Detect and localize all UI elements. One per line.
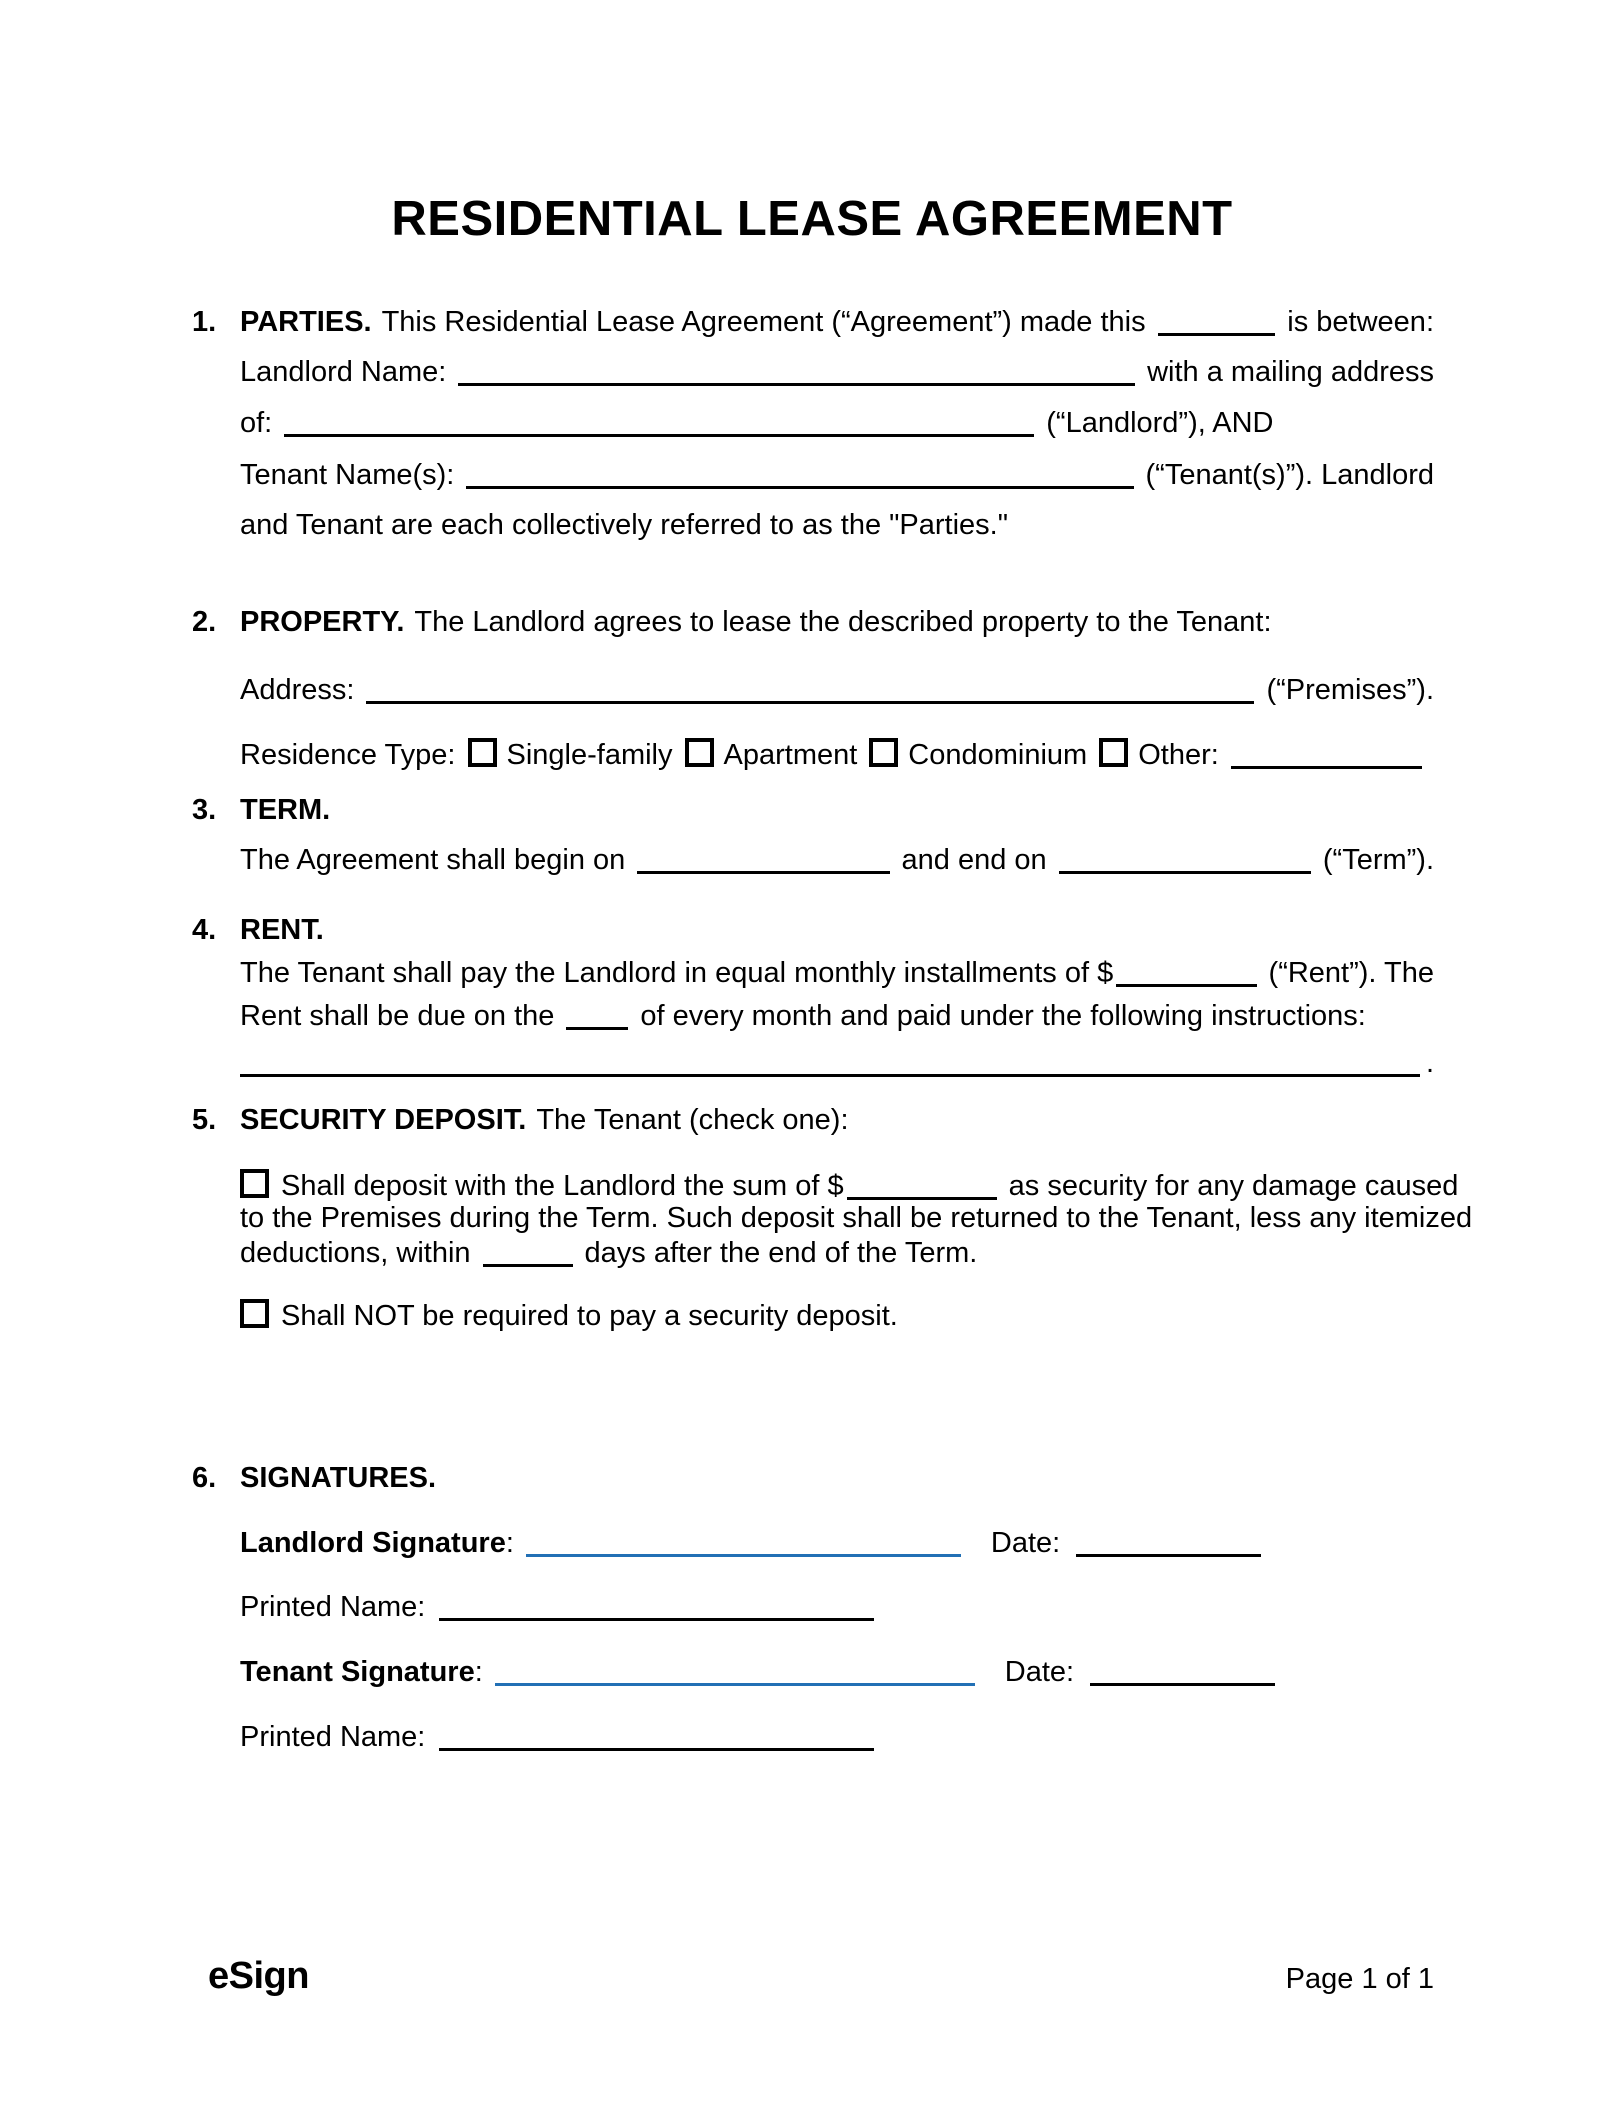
apartment-label: Apartment xyxy=(723,739,858,771)
tenant-date-label: Date: xyxy=(1004,1656,1075,1688)
term-body-line xyxy=(240,835,1434,886)
landlord-date-label: Date: xyxy=(990,1527,1061,1559)
rent-due-text: Rent shall be due on the xyxy=(240,1000,555,1032)
landlord-printed-name-row xyxy=(240,1582,1434,1633)
security-intro-text: The Tenant (check one): xyxy=(536,1104,849,1136)
label-colon: : xyxy=(474,1656,483,1688)
deposit-deductions-text: deductions, within xyxy=(240,1237,471,1269)
deposit-return-text: to the Premises during the Term. Such deposit shall be returned to the Tenant, less any itemized xyxy=(240,1202,1473,1234)
document-title: RESIDENTIAL LEASE AGREEMENT xyxy=(391,192,1233,246)
condominium-label: Condominium xyxy=(908,739,1088,771)
rent-due-after: of every month and paid under the following instructions: xyxy=(640,1000,1366,1032)
term-begin-text: The Agreement shall begin on xyxy=(240,844,626,876)
landlord-signature-line[interactable] xyxy=(526,1544,961,1557)
tenant-name-after: (“Tenant(s)”). Landlord xyxy=(1145,459,1434,491)
section-number: 1. xyxy=(192,306,217,338)
section-number: 2. xyxy=(192,606,217,638)
tenant-date-blank[interactable] xyxy=(1090,1673,1275,1686)
tenant-printed-name-label: Printed Name: xyxy=(240,1721,426,1753)
esign-logo: eSign xyxy=(208,1955,309,1997)
section-number: 5. xyxy=(192,1104,217,1136)
landlord-name-blank[interactable] xyxy=(458,373,1135,386)
deposit-days-blank[interactable] xyxy=(483,1254,573,1267)
landlord-signature-label: Landlord Signature xyxy=(240,1527,506,1559)
mailing-address-label: of: xyxy=(240,407,273,439)
parties-line-1 xyxy=(192,297,1434,348)
deposit-sum-text: Shall deposit with the Landlord the sum of $ xyxy=(281,1170,844,1202)
parties-line-4 xyxy=(240,450,1434,501)
tenant-signature-label: Tenant Signature xyxy=(240,1656,475,1688)
landlord-date-blank[interactable] xyxy=(1076,1544,1261,1557)
mailing-address-after: (“Landlord”), AND xyxy=(1046,407,1274,439)
rent-amount-after: (“Rent”). The xyxy=(1268,957,1434,989)
landlord-signature-line-row xyxy=(240,1518,1434,1569)
property-intro-text: The Landlord agrees to lease the described property to the Tenant: xyxy=(414,606,1272,638)
rent-line3-period: . xyxy=(1425,1047,1434,1079)
single-family-label: Single-family xyxy=(506,739,673,771)
security-option2-line xyxy=(240,1296,1434,1334)
condominium-checkbox[interactable] xyxy=(869,738,898,767)
mailing-address-blank[interactable] xyxy=(284,424,1034,437)
rent-line-2 xyxy=(240,991,1434,1042)
rent-heading: RENT. xyxy=(240,914,324,946)
tenant-printed-name-row xyxy=(240,1712,1434,1763)
term-heading-line xyxy=(192,785,1434,836)
residence-type-line xyxy=(240,730,1434,781)
address-blank[interactable] xyxy=(366,691,1254,704)
security-option1-line-2 xyxy=(240,1201,1473,1236)
signatures-heading-line xyxy=(192,1453,1434,1504)
deposit-amount-blank[interactable] xyxy=(847,1187,997,1200)
rent-amount-blank[interactable] xyxy=(1116,974,1256,987)
parties-line-5 xyxy=(240,500,1434,551)
other-label: Other: xyxy=(1138,739,1219,771)
landlord-name-label: Landlord Name: xyxy=(240,356,447,388)
agreement-date-blank[interactable] xyxy=(1158,323,1276,336)
rent-due-day-blank[interactable] xyxy=(566,1017,628,1030)
tenant-signature-line[interactable] xyxy=(495,1673,975,1686)
parties-intro-text: This Residential Lease Agreement (“Agreement”) made this xyxy=(381,306,1146,338)
parties-line-2 xyxy=(240,347,1434,398)
parties-heading: PARTIES. xyxy=(240,306,372,338)
property-heading-line xyxy=(192,597,1434,648)
property-address-line xyxy=(240,665,1434,716)
address-after: (“Premises”). xyxy=(1266,674,1434,706)
tenant-name-blank[interactable] xyxy=(466,476,1133,489)
no-deposit-text: Shall NOT be required to pay a security deposit. xyxy=(281,1300,898,1332)
single-family-checkbox[interactable] xyxy=(468,738,497,767)
tenant-printed-name-blank[interactable] xyxy=(439,1738,874,1751)
deposit-required-checkbox[interactable] xyxy=(240,1169,269,1198)
term-after-text: (“Term”). xyxy=(1322,844,1435,876)
landlord-name-after: with a mailing address xyxy=(1147,356,1434,388)
security-heading-line xyxy=(192,1095,1434,1146)
rent-line-3 xyxy=(240,1038,1434,1089)
apartment-checkbox[interactable] xyxy=(685,738,714,767)
tenant-signature-line-row xyxy=(240,1647,1434,1698)
section-number: 6. xyxy=(192,1462,217,1494)
deposit-deductions-after: days after the end of the Term. xyxy=(584,1237,978,1269)
parties-line-3 xyxy=(240,398,1434,449)
tenant-name-label: Tenant Name(s): xyxy=(240,459,455,491)
deposit-sum-after: as security for any damage caused xyxy=(1008,1170,1459,1202)
parties-intro-after: is between: xyxy=(1287,306,1434,338)
section-number: 4. xyxy=(192,914,217,946)
other-checkbox[interactable] xyxy=(1099,738,1128,767)
rent-amount-text: The Tenant shall pay the Landlord in equal monthly installments of $ xyxy=(240,957,1114,989)
signatures-heading: SIGNATURES. xyxy=(240,1462,437,1494)
address-label: Address: xyxy=(240,674,355,706)
term-start-date-blank[interactable] xyxy=(637,861,889,874)
label-colon: : xyxy=(505,1527,514,1559)
page-footer xyxy=(208,1955,1434,1998)
residence-type-label: Residence Type: xyxy=(240,739,456,771)
security-option1-line-3 xyxy=(240,1236,1434,1271)
page-number-label: Page 1 of 1 xyxy=(1285,1963,1434,1995)
no-deposit-checkbox[interactable] xyxy=(240,1299,269,1328)
security-heading: SECURITY DEPOSIT. xyxy=(240,1104,527,1136)
landlord-printed-name-blank[interactable] xyxy=(439,1608,874,1621)
other-residence-blank[interactable] xyxy=(1231,756,1422,769)
section-number: 3. xyxy=(192,794,217,826)
term-end-date-blank[interactable] xyxy=(1059,861,1311,874)
payment-instructions-blank[interactable] xyxy=(240,1064,1420,1077)
security-option1-line-1 xyxy=(240,1166,1459,1204)
parties-closing-text: and Tenant are each collectively referred to as the "Parties." xyxy=(240,509,1009,541)
term-heading: TERM. xyxy=(240,794,331,826)
landlord-printed-name-label: Printed Name: xyxy=(240,1591,426,1623)
property-heading: PROPERTY. xyxy=(240,606,405,638)
term-middle-text: and end on xyxy=(901,844,1047,876)
